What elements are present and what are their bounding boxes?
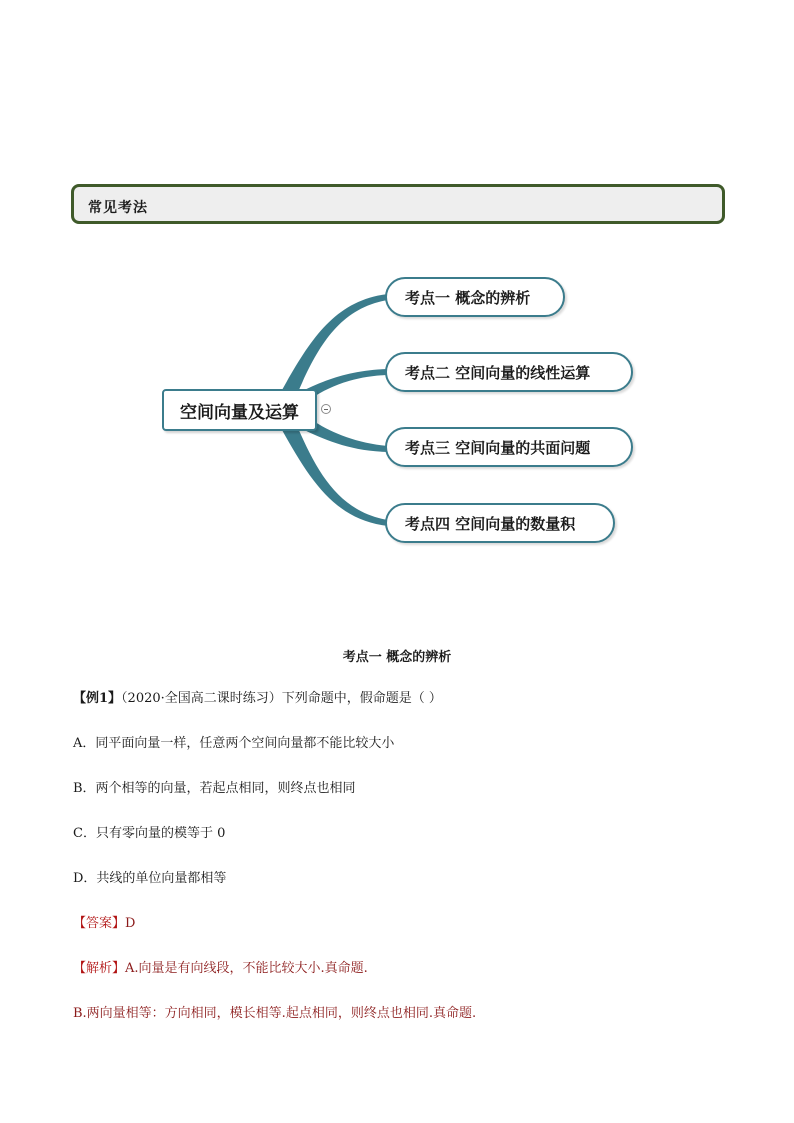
option-c: C．只有零向量的模等于 0 [73, 826, 226, 841]
answer-label: 【答案】 [73, 916, 126, 931]
analysis-text-1: A.向量是有向线段，不能比较大小.真命题. [125, 961, 368, 976]
example-label: 【例1】 [73, 691, 122, 706]
mindmap-branch-4[interactable]: 考点四 空间向量的数量积 [385, 503, 615, 543]
mindmap-branch-2[interactable]: 考点二 空间向量的线性运算 [385, 352, 633, 392]
answer-value: D [125, 916, 136, 931]
collapse-toggle-icon[interactable] [321, 404, 331, 414]
analysis-label: 【解析】 [73, 961, 126, 976]
example-source: （2020·全国高二课时练习）下列命题中，假命题是（ ） [121, 691, 442, 706]
option-d: D．共线的单位向量都相等 [73, 871, 227, 886]
example-question [73, 690, 442, 708]
option-b: B．两个相等的向量，若起点相同，则终点也相同 [73, 781, 356, 796]
section-title: 考点一 概念的辨析 [342, 650, 452, 665]
mindmap-root-node[interactable]: 空间向量及运算 [162, 389, 317, 431]
connector-branch-1 [282, 294, 388, 392]
option-a: A．同平面向量一样，任意两个空间向量都不能比较大小 [73, 736, 395, 751]
analysis-line-1 [73, 960, 368, 978]
analysis-line-2: B.两向量相等：方向相同，模长相等.起点相同，则终点也相同.真命题. [73, 1006, 477, 1021]
section-header-title: 常见考法 [88, 200, 148, 216]
answer-line [73, 915, 135, 933]
mindmap-branch-1[interactable]: 考点一 概念的辨析 [385, 277, 565, 317]
mindmap-branch-3[interactable]: 考点三 空间向量的共面问题 [385, 427, 633, 467]
